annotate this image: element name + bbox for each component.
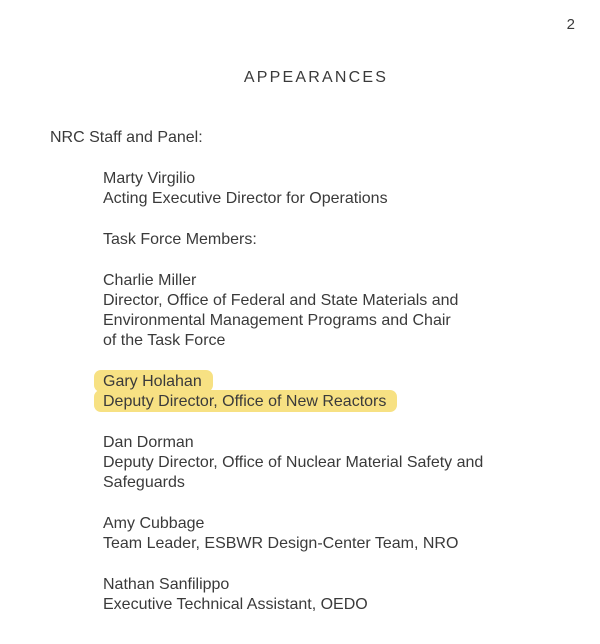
appearance-entry-gary-holahan	[103, 372, 580, 412]
appearance-entry-nathan-sanfilippo	[103, 575, 580, 615]
section-heading	[50, 128, 580, 148]
text-line: Director, Office of Federal and State Materials and	[103, 292, 459, 309]
text-line: Team Leader, ESBWR Design-Center Team, NRO	[103, 535, 459, 552]
text-line	[103, 372, 580, 392]
text-line: Task Force Members:	[103, 231, 257, 248]
page-title: APPEARANCES	[243, 69, 389, 86]
appearance-entry-amy-cubbage	[103, 514, 580, 554]
text-line: Environmental Management Programs and Chair	[103, 312, 451, 329]
text-line	[103, 392, 580, 412]
text-line: Marty Virgilio	[103, 170, 196, 187]
text-line: Acting Executive Director for Operations	[103, 190, 388, 207]
text-line: Deputy Director, Office of Nuclear Material Safety and	[103, 454, 484, 471]
appearances-list	[50, 128, 580, 636]
text-line: Charlie Miller	[103, 272, 197, 289]
section-heading-text: NRC Staff and Panel:	[50, 129, 203, 146]
text-line: Executive Technical Assistant, OEDO	[103, 596, 368, 613]
text-line: Nathan Sanfilippo	[103, 576, 230, 593]
subsection-heading-task-force	[103, 230, 580, 250]
appearance-entry-marty-virgilio	[103, 169, 580, 209]
appearance-entry-dan-dorman	[103, 433, 580, 493]
highlight-annotation[interactable]: Gary Holahan	[94, 370, 213, 392]
page-number: 2	[566, 16, 575, 33]
text-line: Safeguards	[103, 474, 185, 491]
text-line: Amy Cubbage	[103, 515, 205, 532]
appearance-entry-charlie-miller	[103, 271, 580, 351]
text-line: of the Task Force	[103, 332, 226, 349]
text-line: Dan Dorman	[103, 434, 194, 451]
highlight-annotation[interactable]: Deputy Director, Office of New Reactors	[94, 390, 397, 412]
